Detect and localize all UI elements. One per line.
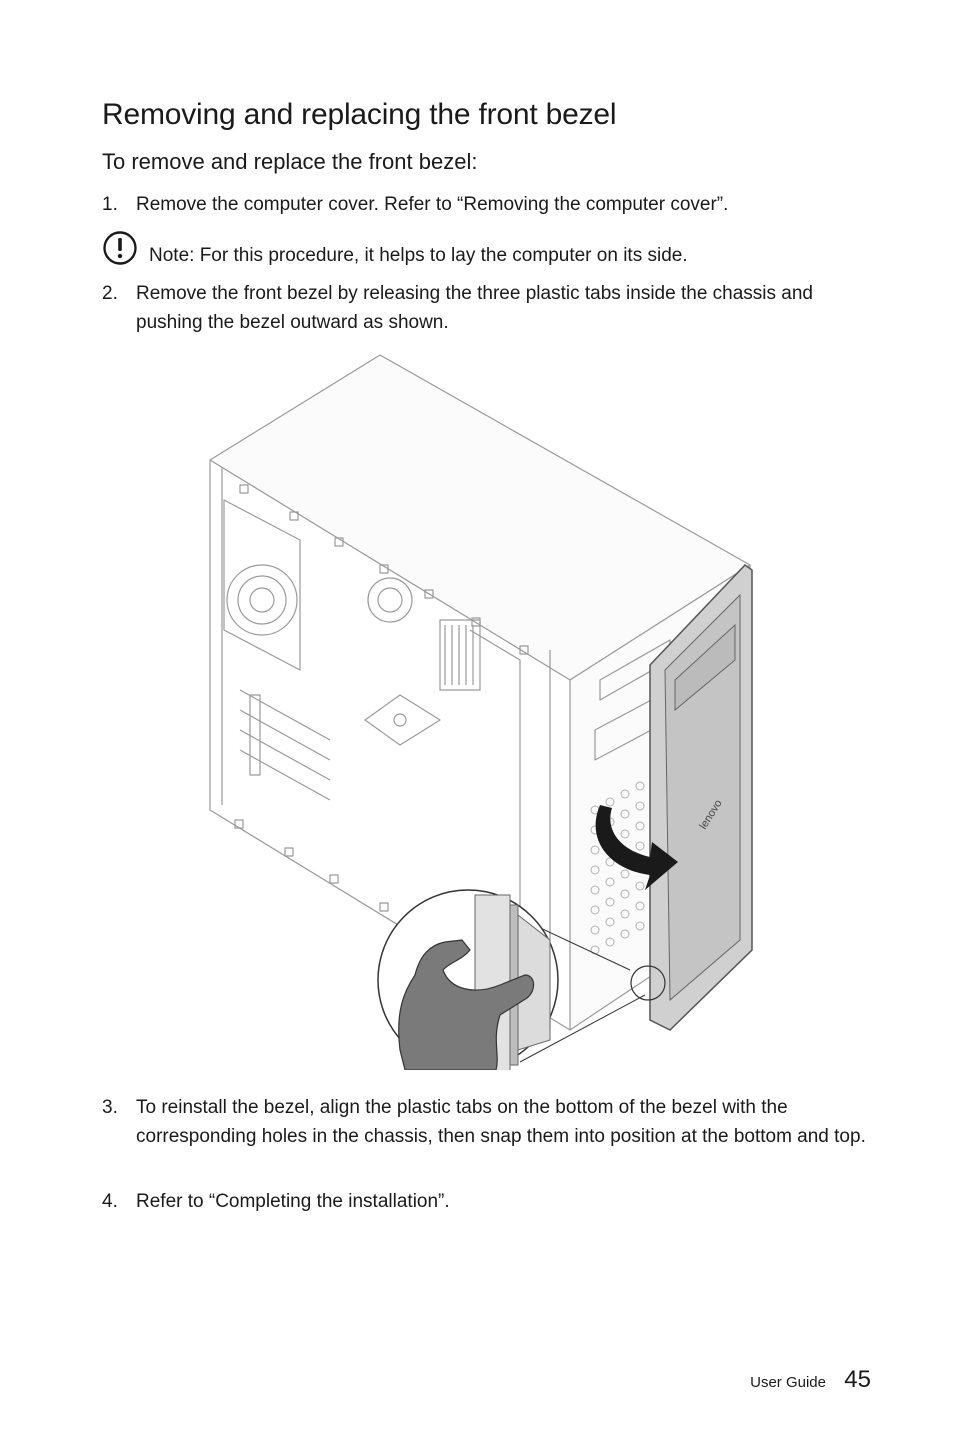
- step-number: 1.: [102, 194, 118, 215]
- step-text: Remove the front bezel by releasing the three plastic tabs inside the chassis and pushing the bezel outward as shown.: [136, 283, 813, 333]
- step-number: 4.: [102, 1191, 118, 1212]
- step-1: [102, 190, 882, 219]
- step-text: To reinstall the bezel, align the plastic tabs on the bottom of the bezel with the corresponding holes in the chassis, then snap them into position at the bottom and top.: [136, 1097, 866, 1147]
- footer-label: User Guide: [750, 1374, 826, 1391]
- note-text: For this procedure, it helps to lay the computer on its side.: [194, 245, 688, 266]
- note-label: Note:: [149, 245, 195, 266]
- step-text: Refer to “Completing the installation”.: [136, 1191, 450, 1212]
- step-3: [102, 1093, 882, 1151]
- chassis-bezel-illustration: [200, 350, 770, 1070]
- step-number: 2.: [102, 283, 118, 304]
- step-text: Remove the computer cover. Refer to “Removing the computer cover”.: [136, 194, 729, 215]
- section-subtitle: To remove and replace the front bezel:: [102, 149, 478, 174]
- page-number: 45: [844, 1366, 871, 1393]
- attention-icon: [102, 230, 138, 266]
- page-title: Removing and replacing the front bezel: [102, 98, 617, 131]
- step-2: [102, 279, 882, 337]
- step-4: [102, 1187, 882, 1216]
- bezel-logo: lenovo: [697, 797, 725, 832]
- step-number: 3.: [102, 1097, 118, 1118]
